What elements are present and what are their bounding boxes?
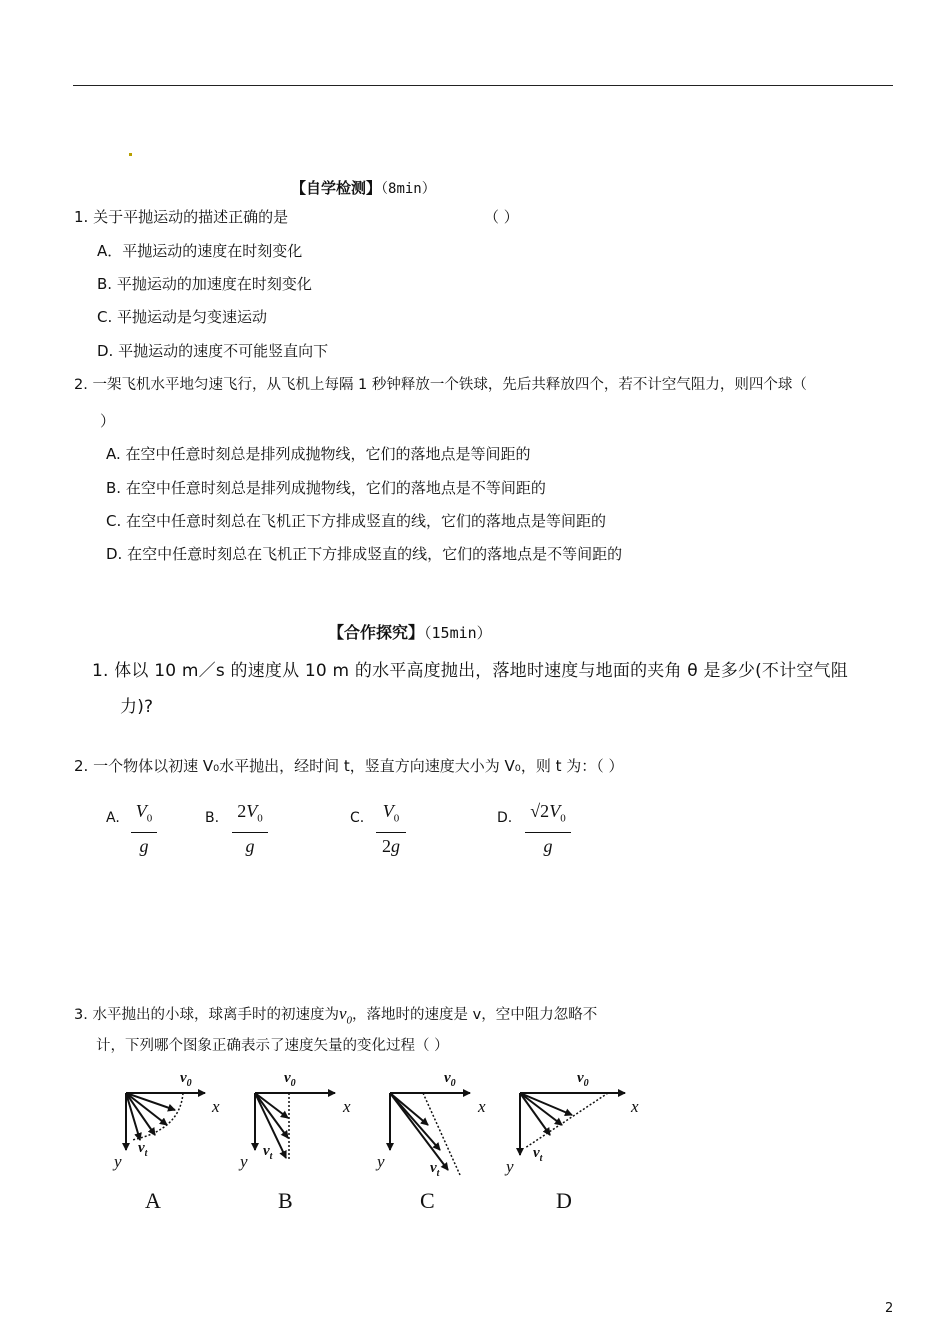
diagram-c-x-label: x — [478, 1097, 486, 1116]
q1-stem: 1. 关于平抛运动的描述正确的是 — [74, 208, 289, 226]
q1-option-c: C. 平抛运动是匀变速运动 — [97, 308, 268, 326]
coop-q1-line1: 1. 体以 10 m／s 的速度从 10 m 的水平高度抛出，落地时速度与地面的夹角 θ 是多少(不计空气阻 — [92, 661, 848, 681]
q2-option-b: B. 在空中任意时刻总是排列成抛物线，它们的落地点是不等间距的 — [106, 479, 546, 497]
diagram-d-v0-label: $v_0$ — [577, 1070, 589, 1089]
coop-q2-option-b-label: B. — [205, 810, 220, 826]
coop-q2-stem: 2. 一个物体以初速 V₀水平抛出，经时间 t，竖直方向速度大小为 V₀，则 t 为：（ ） — [74, 757, 624, 775]
q2-option-a: A. 在空中任意时刻总是排列成抛物线，它们的落地点是等间距的 — [106, 445, 531, 463]
diagram-d-caption: D — [556, 1188, 572, 1213]
section-time: （15min） — [424, 624, 492, 642]
coop-q2-option-b-fraction: $2V_0$ g — [232, 800, 268, 857]
coop-q2-option-d-label: D. — [497, 810, 513, 826]
diagram-b-y-label: y — [240, 1152, 248, 1171]
diagram-c-vt-label: $v_t$ — [430, 1160, 440, 1179]
page-number: 2 — [885, 1301, 894, 1316]
q2-stem-continuation: ） — [100, 412, 116, 430]
diagram-d-y-label: y — [506, 1157, 514, 1176]
q1-option-a: A．平抛运动的速度在时刻变化 — [97, 242, 303, 260]
section-title: 【合作探究】 — [328, 623, 425, 642]
coop-q2-option-d-fraction: $√2V_0$ g — [525, 800, 571, 857]
section-title: 【自学检测】 — [291, 179, 382, 197]
coop-q3-line2: 计，下列哪个图象正确表示了速度矢量的变化过程（ ） — [96, 1038, 449, 1054]
diagram-c-caption: C — [420, 1188, 435, 1213]
diagram-a-vt-label: $v_t$ — [138, 1140, 148, 1159]
diagram-b-vt-label: $v_t$ — [263, 1143, 273, 1162]
q2-stem: 2. 一架飞机水平地匀速飞行，从飞机上每隔 1 秒钟释放一个铁球，先后共释放四个，若不计空气阻力，则四个球（ — [74, 377, 807, 393]
diagram-d-vt-label: $v_t$ — [533, 1145, 543, 1164]
diagram-a-v0-label: $v_0$ — [180, 1070, 192, 1089]
diagram-a-caption: A — [145, 1188, 161, 1213]
coop-q1-line2: 力)? — [120, 697, 154, 717]
diagram-b-caption: B — [278, 1188, 293, 1213]
q2-option-d: D. 在空中任意时刻总在飞机正下方排成竖直的线，它们的落地点是不等间距的 — [106, 545, 623, 563]
v0-symbol: $v_0$ — [338, 1004, 352, 1027]
diagram-a-x-label: x — [212, 1097, 220, 1116]
diagram-d-x-label: x — [631, 1097, 639, 1116]
q1-option-b: B. 平抛运动的加速度在时刻变化 — [97, 275, 312, 293]
q2-option-c: C. 在空中任意时刻总在飞机正下方排成竖直的线，它们的落地点是等间距的 — [106, 512, 607, 530]
coop-q2-option-a-fraction: $V_0$ g — [131, 800, 157, 857]
diagram-c-y-label: y — [377, 1152, 385, 1171]
coop-q2-option-c-fraction: $V_0$ 2g — [376, 800, 406, 857]
coop-q3-line1: 3. 水平抛出的小球，球离手时的初速度为$v_0$，落地时的速度是 v，空中阻力忽略不 — [74, 1004, 598, 1027]
q1-option-d: D. 平抛运动的速度不可能竖直向下 — [97, 342, 329, 360]
section-time: （8min） — [381, 181, 436, 197]
q1-answer-paren: （ ） — [484, 208, 519, 226]
diagram-b-x-label: x — [343, 1097, 351, 1116]
diagram-a-y-label: y — [114, 1152, 122, 1171]
coop-q2-option-a-label: A. — [106, 810, 120, 826]
diagram-b-v0-label: $v_0$ — [284, 1070, 296, 1089]
coop-q2-option-c-label: C. — [350, 810, 365, 826]
diagram-c-v0-label: $v_0$ — [444, 1070, 456, 1089]
